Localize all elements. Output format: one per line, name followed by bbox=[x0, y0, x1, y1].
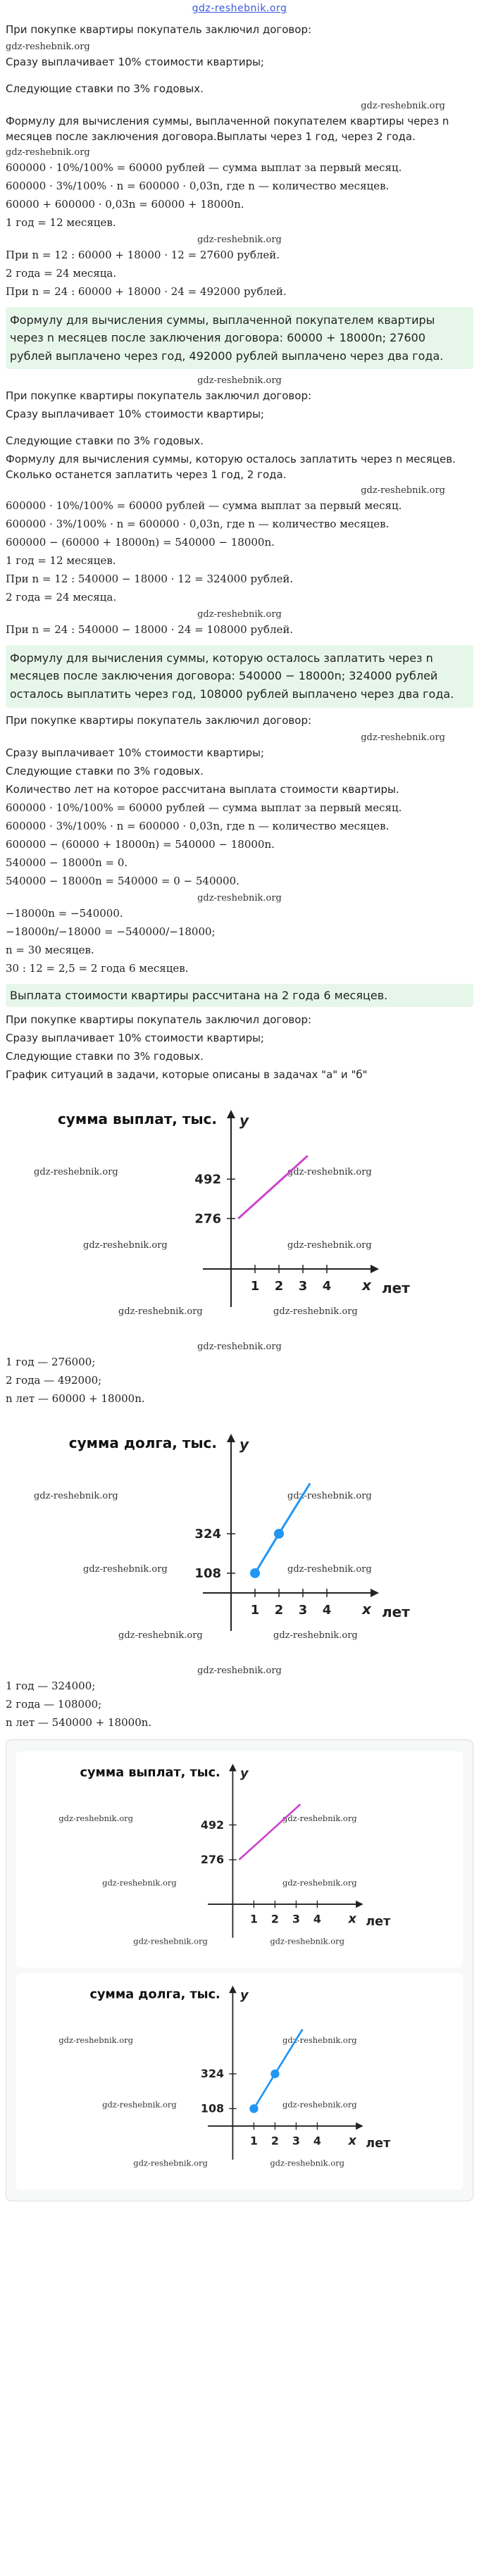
data-point bbox=[270, 2070, 279, 2078]
chart-card-debt bbox=[16, 1973, 463, 2189]
chart-debt-svg bbox=[6, 1420, 473, 1659]
x-axis-name: x bbox=[362, 1277, 371, 1294]
x-tick-label: 2 bbox=[270, 1912, 279, 1926]
y-tick-label: 324 bbox=[194, 1527, 221, 1542]
watermark: gdz-reshebnik.org bbox=[83, 1564, 168, 1575]
formula-line: 1 год — 324000; bbox=[6, 1680, 96, 1693]
series-line bbox=[238, 1156, 308, 1218]
formula-line: n лет — 540000 + 18000n. bbox=[6, 1716, 152, 1730]
formula-line: 60000 + 600000 · 0,03n = 60000 + 18000n. bbox=[6, 197, 244, 211]
watermark: gdz-reshebnik.org bbox=[34, 1491, 118, 1502]
watermark: gdz-reshebnik.org bbox=[361, 101, 445, 111]
y-tick-label: 108 bbox=[194, 1566, 221, 1582]
x-tick-label: 4 bbox=[322, 1603, 332, 1618]
x-tick-label: 1 bbox=[249, 2134, 258, 2148]
formula-line: При n = 24 : 540000 − 18000 · 24 = 108000 рублей. bbox=[6, 623, 294, 636]
watermark: gdz-reshebnik.org bbox=[118, 1630, 203, 1642]
watermark: gdz-reshebnik.org bbox=[133, 1936, 208, 1946]
formula-line: 600000 · 3%/100% · n = 600000 · 0,03n, где n — количество месяцев. bbox=[6, 517, 390, 530]
chart-title: сумма долга, тыс. bbox=[89, 1987, 220, 2002]
text-line: При покупке квартиры покупатель заключил договор: bbox=[6, 23, 312, 36]
formula-line: При n = 24 : 60000 + 18000 · 24 = 492000 рублей. bbox=[6, 285, 287, 298]
text-line: Сразу выплачивает 10% стоимости квартиры; bbox=[6, 746, 264, 759]
watermark: gdz-reshebnik.org bbox=[270, 1936, 345, 1946]
x-tick-label: 2 bbox=[274, 1279, 284, 1294]
watermark: gdz-reshebnik.org bbox=[34, 1167, 118, 1178]
chart-card-debt-svg bbox=[16, 1973, 464, 2184]
chart-card-payments-svg bbox=[16, 1751, 464, 1963]
formula-line: 540000 − 18000n = 0. bbox=[6, 856, 128, 869]
watermark: gdz-reshebnik.org bbox=[282, 1877, 357, 1888]
x-axis-arrow bbox=[356, 2122, 363, 2130]
watermark: gdz-reshebnik.org bbox=[273, 1630, 358, 1642]
formula-line: 2 года — 108000; bbox=[6, 1698, 102, 1711]
formula-line: 600000 − (60000 + 18000n) = 540000 − 18000n. bbox=[6, 535, 275, 549]
answer-box: Выплата стоимости квартиры рассчитана на 2 года 6 месяцев. bbox=[6, 984, 473, 1008]
formula-line: При n = 12 : 540000 − 18000 · 12 = 324000 рублей. bbox=[6, 572, 294, 585]
series-line bbox=[239, 1804, 300, 1860]
watermark: gdz-reshebnik.org bbox=[361, 484, 445, 496]
watermark: gdz-reshebnik.org bbox=[270, 2158, 345, 2168]
chart-title: сумма выплат, тыс. bbox=[57, 1111, 217, 1128]
x-axis-arrow bbox=[371, 1265, 379, 1273]
data-point bbox=[250, 1568, 260, 1578]
watermark: gdz-reshebnik.org bbox=[287, 1167, 372, 1178]
y-axis-arrow bbox=[229, 1764, 237, 1772]
watermark: gdz-reshebnik.org bbox=[197, 892, 282, 904]
x-tick-label: 1 bbox=[250, 1603, 260, 1618]
part-d bbox=[6, 1013, 473, 2201]
formula-line: 1 год = 12 месяцев. bbox=[6, 215, 116, 229]
formula-line: 2 года = 24 месяца. bbox=[6, 266, 117, 280]
y-axis-label: y bbox=[240, 1112, 249, 1130]
part-b bbox=[6, 375, 473, 707]
watermark: gdz-reshebnik.org bbox=[58, 1813, 134, 1823]
y-axis-label: y bbox=[240, 1988, 249, 2003]
y-axis-arrow bbox=[229, 1986, 237, 1994]
x-tick-label: 3 bbox=[292, 1912, 300, 1926]
x-axis-name: x bbox=[348, 1912, 356, 1927]
watermark: gdz-reshebnik.org bbox=[118, 1306, 203, 1318]
x-tick-label: 3 bbox=[292, 2134, 300, 2148]
formula-line: −18000n/−18000 = −540000/−18000; bbox=[6, 925, 216, 938]
watermark: gdz-reshebnik.org bbox=[6, 42, 90, 52]
formula-line: 600000 · 10%/100% = 60000 рублей — сумма выплат за первый месяц. bbox=[6, 499, 402, 512]
watermark: gdz-reshebnik.org bbox=[361, 732, 445, 743]
formula-line: 540000 − 18000n = 540000 = 0 − 540000. bbox=[6, 874, 240, 887]
x-axis-name: x bbox=[362, 1601, 371, 1618]
text-line: Следующие ставки по 3% годовых. bbox=[6, 764, 204, 777]
chart-title: сумма выплат, тыс. bbox=[80, 1765, 220, 1780]
x-axis-label: лет bbox=[366, 2136, 391, 2151]
x-axis-label: лет bbox=[382, 1280, 410, 1297]
text-line: Сразу выплачивает 10% стоимости квартиры; bbox=[6, 1032, 264, 1045]
part-c bbox=[6, 713, 473, 1008]
watermark: gdz-reshebnik.org bbox=[197, 1665, 282, 1677]
data-point bbox=[274, 1529, 284, 1539]
watermark: gdz-reshebnik.org bbox=[287, 1491, 372, 1502]
y-tick-label: 492 bbox=[194, 1172, 221, 1187]
watermark: gdz-reshebnik.org bbox=[83, 1240, 168, 1251]
x-tick-label: 2 bbox=[270, 2134, 279, 2148]
formula-line: 2 года = 24 месяца. bbox=[6, 590, 117, 604]
text-line: Формулу для вычисления суммы, выплаченной покупателем квартиры через n месяцев после заключения договора.Выплаты через 1 год, через 2 года. bbox=[6, 115, 449, 143]
formula-line: 600000 · 10%/100% = 60000 рублей — сумма выплат за первый месяц. bbox=[6, 161, 402, 174]
x-tick-label: 1 bbox=[249, 1912, 258, 1926]
x-axis-arrow bbox=[371, 1589, 379, 1597]
x-axis-label: лет bbox=[366, 1915, 391, 1930]
y-axis-label: y bbox=[240, 1767, 249, 1782]
watermark: gdz-reshebnik.org bbox=[282, 1813, 357, 1823]
x-tick-label: 4 bbox=[313, 1912, 321, 1926]
text-line: Формулу для вычисления суммы, которую осталось заплатить через n месяцев. Сколько останется заплатить через 1 год, 2 года. bbox=[6, 453, 456, 482]
chart-payments-svg bbox=[6, 1096, 473, 1335]
watermark: gdz-reshebnik.org bbox=[197, 608, 282, 620]
text-line: При покупке квартиры покупатель заключил договор: bbox=[6, 713, 312, 727]
text-line: Следующие ставки по 3% годовых. bbox=[6, 434, 204, 448]
formula-line: 600000 − (60000 + 18000n) = 540000 − 18000n. bbox=[6, 837, 275, 851]
chart-card bbox=[6, 1739, 473, 2201]
watermark: gdz-reshebnik.org bbox=[58, 2034, 134, 2045]
chart-card-payments bbox=[16, 1751, 463, 1968]
x-tick-label: 4 bbox=[313, 2134, 321, 2148]
formula-line: n = 30 месяцев. bbox=[6, 943, 94, 956]
text-line: Следующие ставки по 3% годовых. bbox=[6, 1050, 204, 1063]
formula-line: −18000n = −540000. bbox=[6, 906, 123, 920]
y-axis-arrow bbox=[227, 1110, 235, 1118]
site-header-link[interactable]: gdz-reshebnik.org bbox=[192, 3, 287, 14]
text-line: При покупке квартиры покупатель заключил договор: bbox=[6, 1013, 312, 1027]
formula-line: 30 : 12 = 2,5 = 2 года 6 месяцев. bbox=[6, 961, 189, 975]
x-axis-name: x bbox=[348, 2134, 356, 2149]
y-tick-label: 276 bbox=[194, 1211, 221, 1227]
watermark: gdz-reshebnik.org bbox=[197, 375, 282, 387]
watermark: gdz-reshebnik.org bbox=[197, 1342, 282, 1353]
watermark: gdz-reshebnik.org bbox=[6, 146, 90, 158]
data-point bbox=[249, 2104, 258, 2113]
y-tick-label: 108 bbox=[200, 2101, 225, 2115]
text-line: График ситуаций в задачи, которые описаны в задачах "а" и "б" bbox=[6, 1068, 368, 1082]
watermark: gdz-reshebnik.org bbox=[197, 234, 282, 245]
y-axis-arrow bbox=[227, 1434, 235, 1442]
text-line: Количество лет на которое рассчитана выплата стоимости квартиры. bbox=[6, 782, 399, 796]
part-a bbox=[6, 23, 473, 369]
formula-line: При n = 12 : 60000 + 18000 · 12 = 27600 рублей. bbox=[6, 248, 280, 261]
watermark: gdz-reshebnik.org bbox=[133, 2158, 208, 2168]
text-line: Сразу выплачивает 10% стоимости квартиры; bbox=[6, 408, 264, 421]
text-line: Следующие ставки по 3% годовых. bbox=[6, 82, 204, 95]
chart-payments bbox=[6, 1096, 473, 1335]
chart-title: сумма долга, тыс. bbox=[68, 1434, 217, 1452]
watermark: gdz-reshebnik.org bbox=[287, 1564, 372, 1575]
watermark: gdz-reshebnik.org bbox=[282, 2099, 357, 2110]
chart-debt bbox=[6, 1420, 473, 1659]
x-tick-label: 3 bbox=[298, 1279, 308, 1294]
answer-box: Формулу для вычисления суммы, которую осталось заплатить через n месяцев после заключения договора: 540000 − 18000n; 324000 рублей осталось выплатить через год, 108000 рублей выплачено через два года. bbox=[6, 645, 473, 708]
formula-line: 2 года — 492000; bbox=[6, 1374, 102, 1387]
formula-line: n лет — 60000 + 18000n. bbox=[6, 1392, 145, 1406]
x-tick-label: 2 bbox=[274, 1603, 284, 1618]
series-line bbox=[255, 1484, 310, 1574]
watermark: gdz-reshebnik.org bbox=[273, 1306, 358, 1318]
x-axis-label: лет bbox=[382, 1603, 410, 1621]
x-tick-label: 3 bbox=[298, 1603, 308, 1618]
answer-box: Формулу для вычисления суммы, выплаченной покупателем квартиры через n месяцев после заключения договора: 60000 + 18000n; 27600 рублей выплачено через год, 492000 рублей выплачено через два года. bbox=[6, 307, 473, 370]
x-tick-label: 1 bbox=[250, 1279, 260, 1294]
y-tick-label: 492 bbox=[200, 1818, 225, 1832]
y-tick-label: 324 bbox=[200, 2067, 225, 2081]
watermark: gdz-reshebnik.org bbox=[287, 1240, 372, 1251]
formula-line: 1 год = 12 месяцев. bbox=[6, 554, 116, 567]
solution-content bbox=[0, 18, 479, 2222]
formula-line: 1 год — 276000; bbox=[6, 1356, 96, 1369]
watermark: gdz-reshebnik.org bbox=[282, 2034, 357, 2045]
formula-line: 600000 · 3%/100% · n = 600000 · 0,03n, где n — количество месяцев. bbox=[6, 179, 390, 192]
site-header[interactable] bbox=[0, 0, 479, 18]
formula-line: 600000 · 3%/100% · n = 600000 · 0,03n, где n — количество месяцев. bbox=[6, 819, 390, 832]
x-tick-label: 4 bbox=[322, 1279, 332, 1294]
text-line: При покупке квартиры покупатель заключил договор: bbox=[6, 389, 312, 403]
text-line: Сразу выплачивает 10% стоимости квартиры; bbox=[6, 56, 264, 68]
watermark: gdz-reshebnik.org bbox=[102, 1877, 177, 1888]
formula-line: 600000 · 10%/100% = 60000 рублей — сумма выплат за первый месяц. bbox=[6, 801, 402, 814]
watermark: gdz-reshebnik.org bbox=[102, 2099, 177, 2110]
x-axis-arrow bbox=[356, 1901, 363, 1908]
series-line bbox=[254, 2030, 302, 2109]
y-tick-label: 276 bbox=[200, 1853, 225, 1867]
y-axis-label: y bbox=[240, 1436, 249, 1453]
